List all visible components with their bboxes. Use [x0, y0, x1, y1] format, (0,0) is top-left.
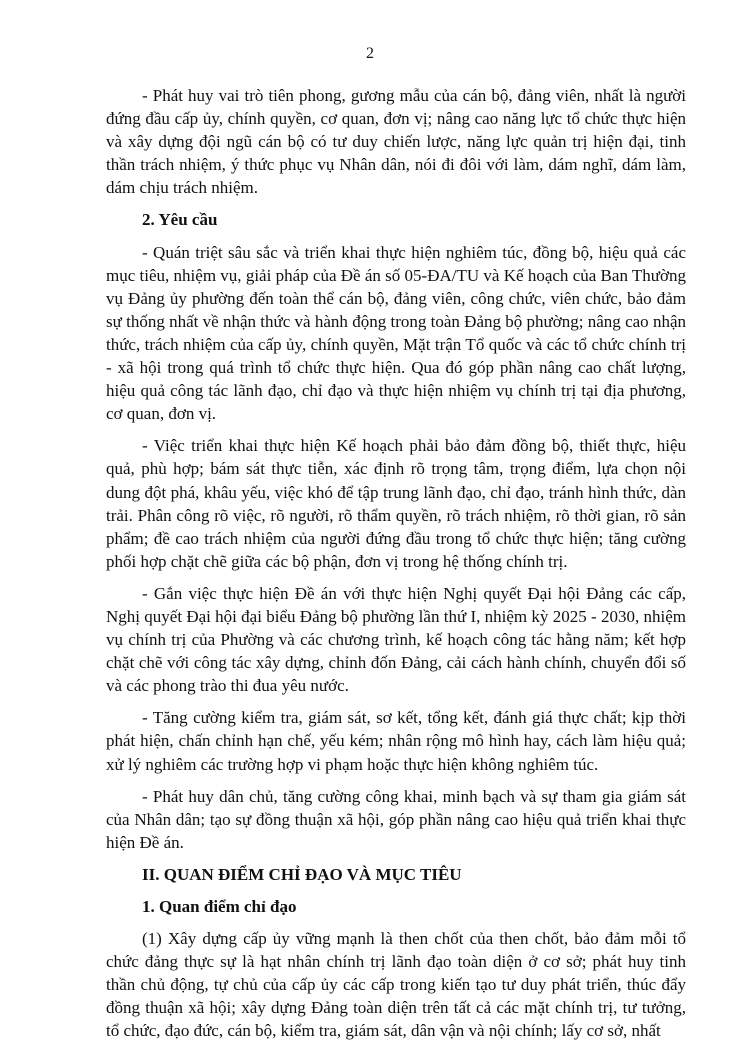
paragraph-requirement-4: - Tăng cường kiểm tra, giám sát, sơ kết, tổng kết, đánh giá thực chất; kịp thời phát hiện, chấn chỉnh hạn chế, yếu kém; nhân rộng mô hình hay, cách làm hiệu quả; xử lý nghiêm các trường hợp vi phạm hoặc thực hiện không nghiêm túc. — [106, 708, 686, 774]
paragraph-requirement-2: - Việc triển khai thực hiện Kế hoạch phải bảo đảm đồng bộ, thiết thực, hiệu quả, phù hợp; bám sát thực tiễn, xác định rõ trọng tâm, trọng điểm, lựa chọn nội dung đột phá, khâu yếu, việc khó để tập trung lãnh đạo, chỉ đạo, tránh hình thức, dàn trải. Phân công rõ việc, rõ người, rõ thẩm quyền, rõ trách nhiệm, rõ thời gian, rõ sản phẩm; đề cao trách nhiệm của người đứng đầu trong tổ chức thực hiện; tăng cường phối hợp chặt chẽ giữa các bộ phận, đơn vị trong hệ thống chính trị. — [106, 436, 686, 571]
paragraph-leadership-role: - Phát huy vai trò tiên phong, gương mẫu của cán bộ, đảng viên, nhất là người đứng đầu cấp ủy, chính quyền, cơ quan, đơn vị; nâng cao năng lực tổ chức thực hiện và xây dựng đội ngũ cán bộ có tư duy chiến lược, năng lực quản trị hiện đại, tinh thần trách nhiệm, ý thức phục vụ Nhân dân, nói đi đôi với làm, dám nghĩ, dám làm, dám chịu trách nhiệm. — [106, 86, 686, 198]
paragraph-requirement-5: - Phát huy dân chủ, tăng cường công khai, minh bạch và sự tham gia giám sát của Nhân dân; tạo sự đồng thuận xã hội, góp phần nâng cao hiệu quả triển khai thực hiện Đề án. — [106, 786, 686, 852]
paragraph-requirement-3: - Gắn việc thực hiện Đề án với thực hiện Nghị quyết Đại hội Đảng các cấp, Nghị quyết Đại hội đại biểu Đảng bộ phường lần thứ I, nhiệm kỳ 2025 - 2030, nhiệm vụ chính trị của Phường và các chương trình, kế hoạch công tác hằng năm; kết hợp chặt chẽ với công tác xây dựng, chỉnh đốn Đảng, cải cách hành chính, chuyển đổi số và các phong trào thi đua yêu nước. — [106, 583, 686, 696]
paragraph-requirement-1: - Quán triệt sâu sắc và triển khai thực hiện nghiêm túc, đồng bộ, hiệu quả các mục tiêu, nhiệm vụ, giải pháp của Đề án số 05-ĐA/TU và Kế hoạch của Ban Thường vụ Đảng ủy phường đến toàn thể cán bộ, đảng viên, công chức, viên chức, bảo đảm sự thống nhất về nhận thức và hành động trong toàn Đảng bộ phường; nâng cao nhận thức, trách nhiệm của cấp ủy, chính quyền, Mặt trận Tổ quốc và các tổ chức chính trị - xã hội trong quá trình tổ chức thực hiện. Qua đó góp phần nâng cao chất lượng, hiệu quả công tác lãnh đạo, chỉ đạo và thực hiện nhiệm vụ chính trị tại địa phương, cơ quan, đơn vị. — [106, 242, 686, 424]
heading-section-ii: II. QUAN ĐIỂM CHỈ ĐẠO VÀ MỤC TIÊU — [142, 864, 462, 884]
paragraph-viewpoint-1: (1) Xây dựng cấp ủy vững mạnh là then chốt của then chốt, bảo đảm mỗi tổ chức đảng thực sự là hạt nhân chính trị lãnh đạo toàn diện ở cơ sở; phát huy tinh thần chủ động, tự chủ của cấp ủy các cấp trong kiến tạo tư duy phát triển, thúc đẩy đồng thuận xã hội; xây dựng Đảng toàn diện trên tất cả các mặt chính trị, tư tưởng, tổ chức, đạo đức, cán bộ, kiểm tra, giám sát, dân vận và nội chính; lấy cơ sở, nhất — [106, 929, 686, 1041]
page-number: 2 — [366, 45, 374, 62]
heading-requirements: 2. Yêu cầu — [142, 210, 218, 230]
document-body — [106, 84, 686, 1052]
heading-guiding-viewpoint: 1. Quan điểm chỉ đạo — [142, 897, 297, 916]
